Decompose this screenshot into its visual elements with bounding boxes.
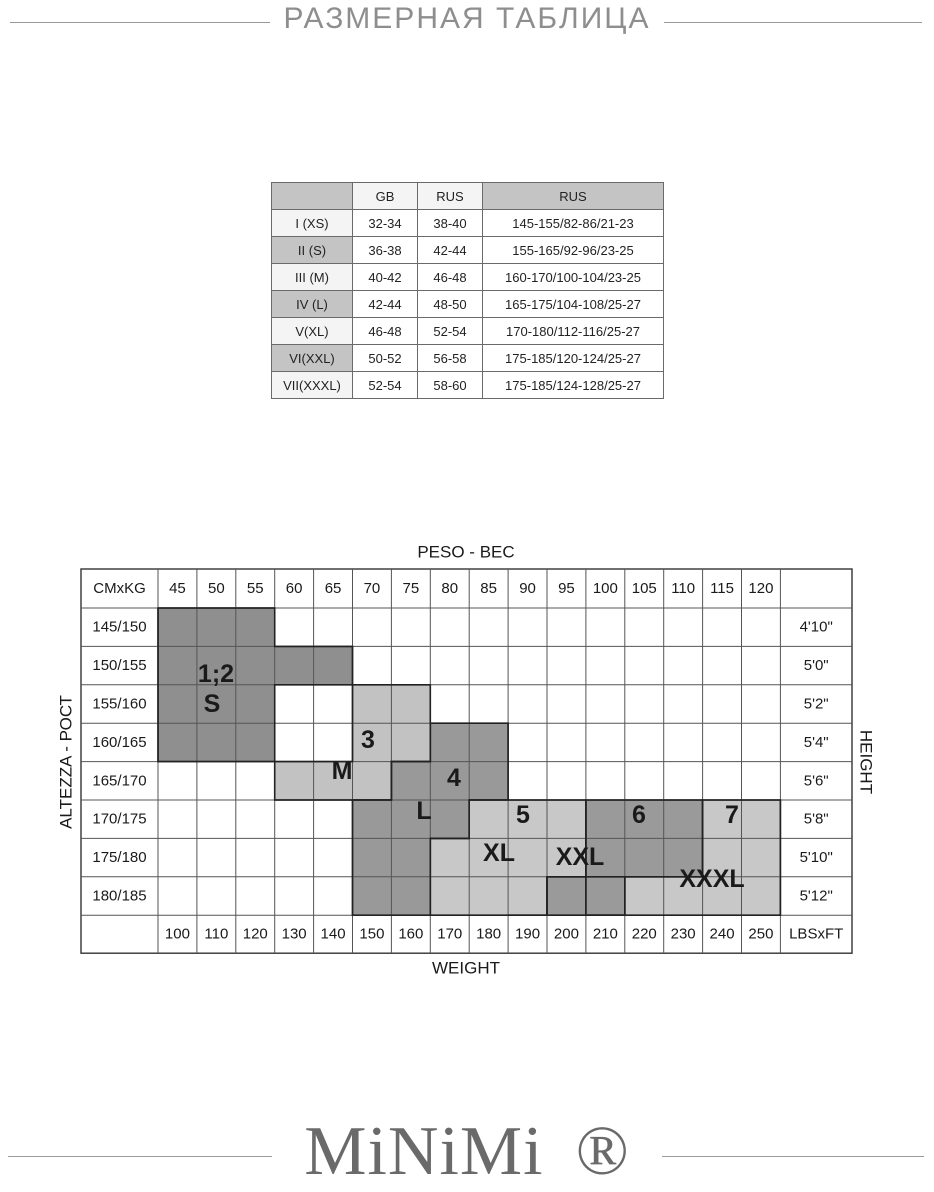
axis-title-left: ALTEZZA - РОСТ — [56, 695, 76, 829]
size-value-cell: 48-50 — [418, 291, 483, 318]
weight-kg-label: 60 — [285, 580, 303, 597]
height-cm-label: 170/175 — [92, 810, 147, 828]
size-value-cell: 40-42 — [353, 264, 418, 291]
zone-size-label: XXL — [555, 843, 605, 871]
size-value-cell: 56-58 — [418, 345, 483, 372]
height-cm-label: 145/150 — [92, 618, 147, 636]
weight-lbs-label: 140 — [320, 925, 346, 943]
zone-size-label: XXXL — [679, 865, 745, 893]
size-value-cell: 160-170/100-104/23-25 — [483, 264, 664, 291]
size-table-header-cell: RUS — [418, 183, 483, 210]
size-label-cell: VI(XXL) — [272, 345, 353, 372]
size-value-cell: 38-40 — [418, 210, 483, 237]
zone-number-label: 1;2 — [197, 660, 235, 688]
height-cm-label: 175/180 — [92, 849, 147, 867]
height-ft-label: 5'12" — [799, 887, 833, 905]
weight-lbs-label: 210 — [592, 925, 618, 943]
weight-kg-label: 100 — [592, 580, 618, 597]
weight-lbs-label: 170 — [437, 925, 463, 943]
size-label-cell: III (M) — [272, 264, 353, 291]
size-value-cell: 175-185/124-128/25-27 — [483, 372, 664, 399]
weight-lbs-label: 190 — [515, 925, 541, 943]
brand-name: MiNiMi — [288, 1113, 559, 1190]
height-cm-label: 165/170 — [92, 772, 147, 790]
weight-kg-label: 110 — [671, 580, 696, 597]
height-ft-label: 5'2" — [803, 695, 829, 713]
size-label-cell: I (XS) — [272, 210, 353, 237]
weight-kg-label: 80 — [441, 580, 459, 597]
zone-size-label: M — [331, 757, 353, 785]
weight-lbs-label: 220 — [631, 925, 657, 943]
size-value-cell: 32-34 — [353, 210, 418, 237]
weight-kg-label: 75 — [402, 580, 420, 597]
weight-kg-label: 95 — [558, 580, 575, 597]
corner-label-cmxkg: CMxKG — [93, 580, 146, 597]
weight-kg-label: 70 — [363, 580, 381, 597]
height-cm-label: 155/160 — [92, 695, 147, 713]
weight-kg-label: 120 — [748, 580, 774, 597]
weight-kg-label: 85 — [480, 580, 497, 597]
weight-lbs-label: 100 — [164, 925, 190, 943]
zone-number-label: 7 — [725, 801, 739, 829]
size-label-cell: V(XL) — [272, 318, 353, 345]
axis-title-bottom: WEIGHT — [432, 958, 500, 978]
axis-title-right: HEIGHT — [856, 729, 876, 795]
size-value-cell: 58-60 — [418, 372, 483, 399]
height-cm-label: 160/165 — [92, 733, 147, 751]
weight-lbs-label: 200 — [553, 925, 579, 943]
weight-lbs-label: 120 — [242, 925, 268, 943]
size-value-cell: 175-185/120-124/25-27 — [483, 345, 664, 372]
weight-lbs-label: 150 — [359, 925, 385, 943]
zone-size-label: S — [203, 690, 221, 718]
size-value-cell: 165-175/104-108/25-27 — [483, 291, 664, 318]
size-value-cell: 52-54 — [353, 372, 418, 399]
size-table-header-cell: GB — [353, 183, 418, 210]
weight-kg-label: 55 — [246, 580, 264, 597]
size-label-cell: IV (L) — [272, 291, 353, 318]
height-cm-label: 180/185 — [92, 887, 147, 905]
zone-number-label: 3 — [361, 726, 375, 754]
weight-kg-label: 115 — [710, 580, 735, 597]
size-value-cell: 36-38 — [353, 237, 418, 264]
weight-kg-label: 45 — [169, 580, 186, 597]
height-ft-label: 5'0" — [803, 657, 829, 675]
size-value-cell: 46-48 — [353, 318, 418, 345]
size-value-cell: 170-180/112-116/25-27 — [483, 318, 664, 345]
weight-lbs-label: 230 — [670, 925, 696, 943]
weight-kg-label: 65 — [324, 580, 342, 597]
size-label-cell: II (S) — [272, 237, 353, 264]
zone-size-label: XL — [483, 839, 515, 867]
weight-kg-label: 90 — [519, 580, 536, 597]
size-value-cell: 42-44 — [353, 291, 418, 318]
page-title-text: РАЗМЕРНАЯ ТАБЛИЦА — [270, 2, 665, 35]
size-value-cell: 52-54 — [418, 318, 483, 345]
weight-lbs-label: 180 — [476, 925, 502, 943]
corner-label-lbsxft: LBSxFT — [789, 925, 844, 943]
height-ft-label: 5'4" — [803, 733, 829, 751]
size-value-cell: 50-52 — [353, 345, 418, 372]
weight-kg-label: 50 — [208, 580, 225, 597]
zone-number-label: 4 — [447, 764, 461, 792]
height-cm-label: 150/155 — [92, 657, 147, 675]
height-ft-label: 5'6" — [803, 772, 829, 790]
brand-logo — [0, 1112, 934, 1192]
size-value-cell: 145-155/82-86/21-23 — [483, 210, 664, 237]
height-ft-label: 5'8" — [803, 810, 829, 828]
weight-lbs-label: 130 — [281, 925, 307, 943]
size-value-cell: 42-44 — [418, 237, 483, 264]
size-label-cell: VII(XXXL) — [272, 372, 353, 399]
axis-title-top: PESO - ВЕС — [417, 542, 515, 562]
weight-lbs-label: 250 — [748, 925, 774, 943]
size-value-cell: 46-48 — [418, 264, 483, 291]
size-value-cell: 155-165/92-96/23-25 — [483, 237, 664, 264]
registered-mark: ® — [560, 1113, 646, 1190]
zone-size-label: L — [416, 797, 432, 825]
weight-kg-label: 105 — [631, 580, 657, 597]
weight-lbs-label: 110 — [204, 925, 229, 943]
weight-lbs-label: 240 — [709, 925, 735, 943]
weight-lbs-label: 160 — [398, 925, 424, 943]
size-table-header-cell: RUS — [483, 183, 664, 210]
height-ft-label: 5'10" — [799, 849, 833, 867]
height-ft-label: 4'10" — [799, 618, 833, 636]
zone-number-label: 6 — [632, 801, 646, 829]
zone-number-label: 5 — [516, 801, 530, 829]
